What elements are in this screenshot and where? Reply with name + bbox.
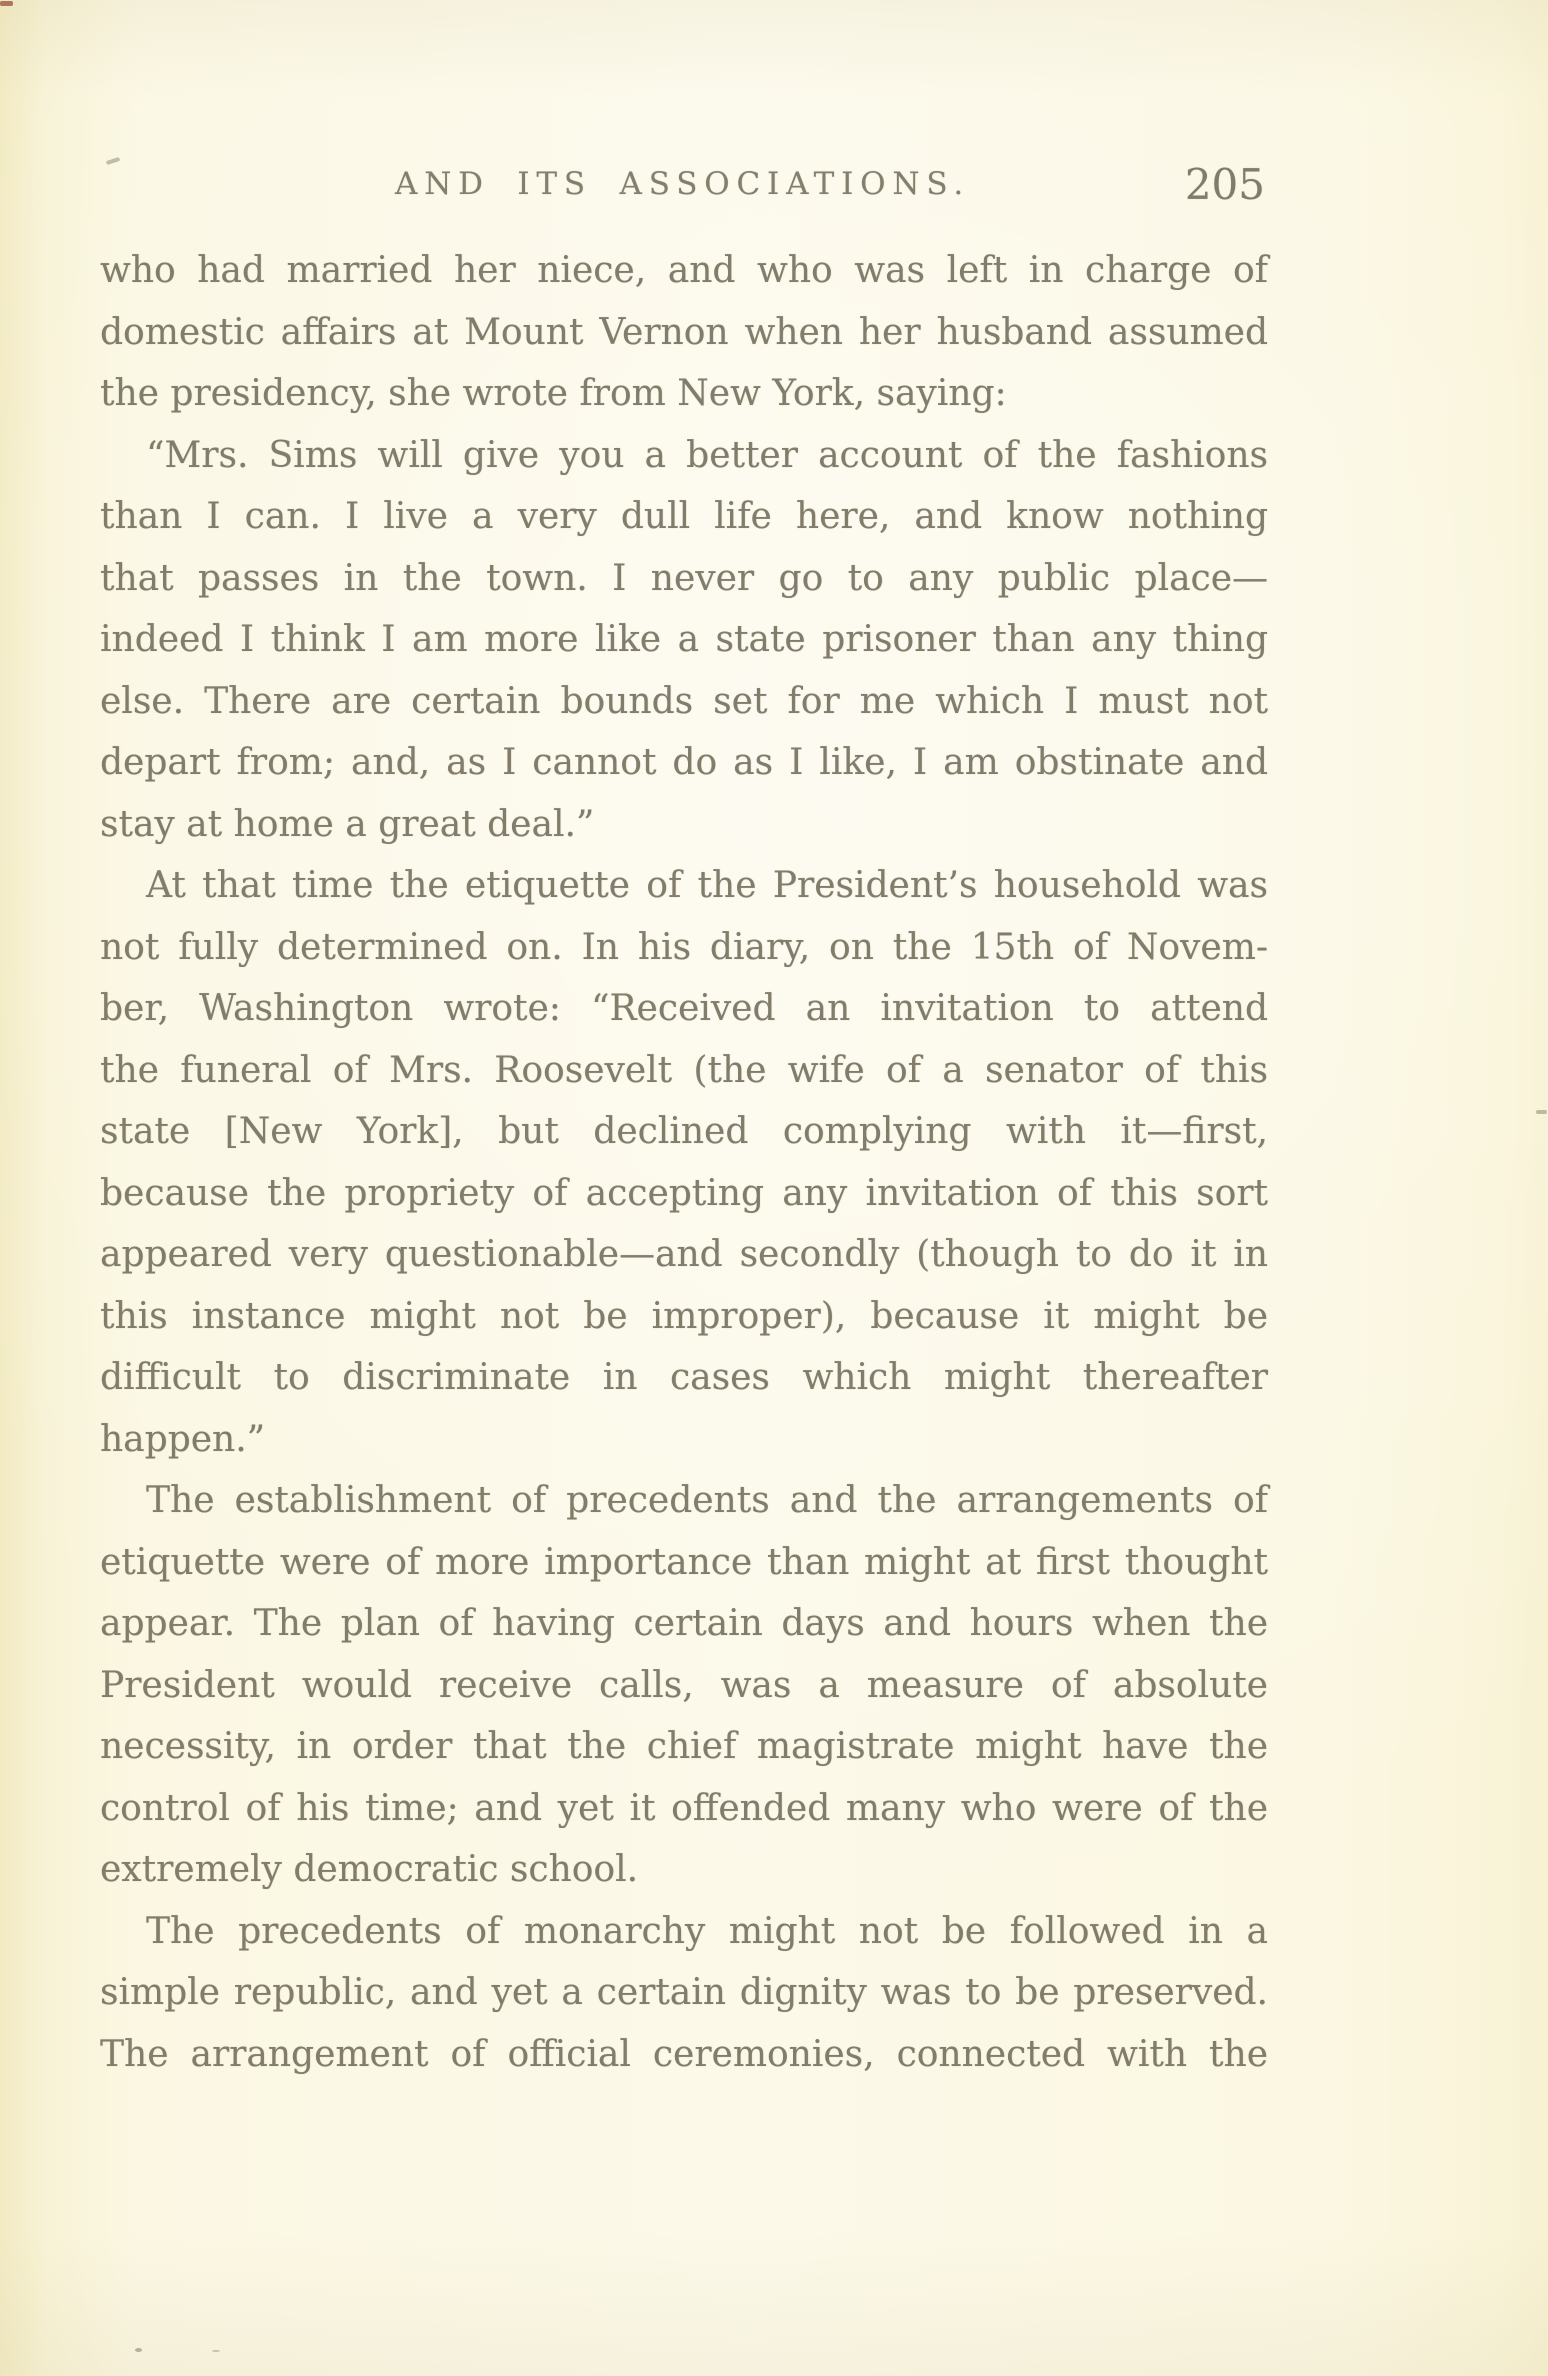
text-line: domestic affairs at Mount Vernon when her husband assumed — [100, 311, 1268, 353]
text-line: the presidency, she wrote from New York, saying: — [100, 373, 1007, 414]
text-line: happen.” — [100, 1418, 266, 1460]
text-line: not fully determined on. In his diary, on the 15th of Novem- — [100, 926, 1268, 968]
text-line: than I can. I live a very dull life here, and know nothing — [100, 496, 1268, 537]
text-line: The arrangement of official ceremonies, connected with the — [100, 2033, 1268, 2075]
text-line: At that time the etiquette of the President’s household was — [146, 865, 1268, 906]
page-number: 205 — [1184, 160, 1265, 209]
text-line: that passes in the town. I never go to any public place— — [100, 557, 1268, 599]
scan-artifact — [1536, 1110, 1547, 1114]
scan-artifact — [212, 2350, 220, 2352]
text-line: indeed I think I am more like a state prisoner than any thing — [100, 619, 1268, 660]
body-text — [100, 240, 1268, 2085]
text-line: etiquette were of more importance than might at first thought — [100, 1541, 1268, 1583]
text-line: appeared very questionable—and secondly (though to do it in — [100, 1234, 1268, 1275]
text-line: necessity, in order that the chief magistrate might have the — [100, 1726, 1268, 1767]
scan-artifact — [135, 2348, 142, 2352]
text-line: The establishment of precedents and the arrangements of — [146, 1480, 1268, 1521]
text-line: ber, Washington wrote: “Received an invitation to attend — [100, 988, 1268, 1029]
text-line: the funeral of Mrs. Roosevelt (the wife of a senator of this — [100, 1049, 1268, 1091]
text-line: simple republic, and yet a certain dignity was to be preserved. — [100, 1972, 1268, 2013]
text-line: The precedents of monarchy might not be followed in a — [146, 1910, 1268, 1952]
text-line: President would receive calls, was a measure of absolute — [100, 1664, 1268, 1706]
text-line: extremely democratic school. — [100, 1849, 639, 1890]
text-line: control of his time; and yet it offended many who were of the — [100, 1787, 1268, 1829]
running-title: AND ITS ASSOCIATIONS. — [395, 166, 970, 202]
text-line: state [New York], but declined complying with it—first, — [100, 1111, 1268, 1152]
scan-artifact — [0, 1, 13, 6]
page-header — [100, 160, 1265, 212]
text-line: who had married her niece, and who was left in charge of — [100, 250, 1268, 291]
text-line: else. There are certain bounds set for me which I must not — [100, 680, 1268, 722]
text-line: stay at home a great deal.” — [100, 803, 595, 845]
text-line: difficult to discriminate in cases which might thereafter — [100, 1357, 1268, 1398]
text-line: because the propriety of accepting any invitation of this sort — [100, 1172, 1268, 1214]
text-line: depart from; and, as I cannot do as I like, I am obstinate and — [100, 742, 1268, 783]
text-line: “Mrs. Sims will give you a better account of the fashions — [146, 434, 1268, 476]
text-line: this instance might not be improper), because it might be — [100, 1295, 1268, 1337]
text-line: appear. The plan of having certain days and hours when the — [100, 1603, 1268, 1644]
